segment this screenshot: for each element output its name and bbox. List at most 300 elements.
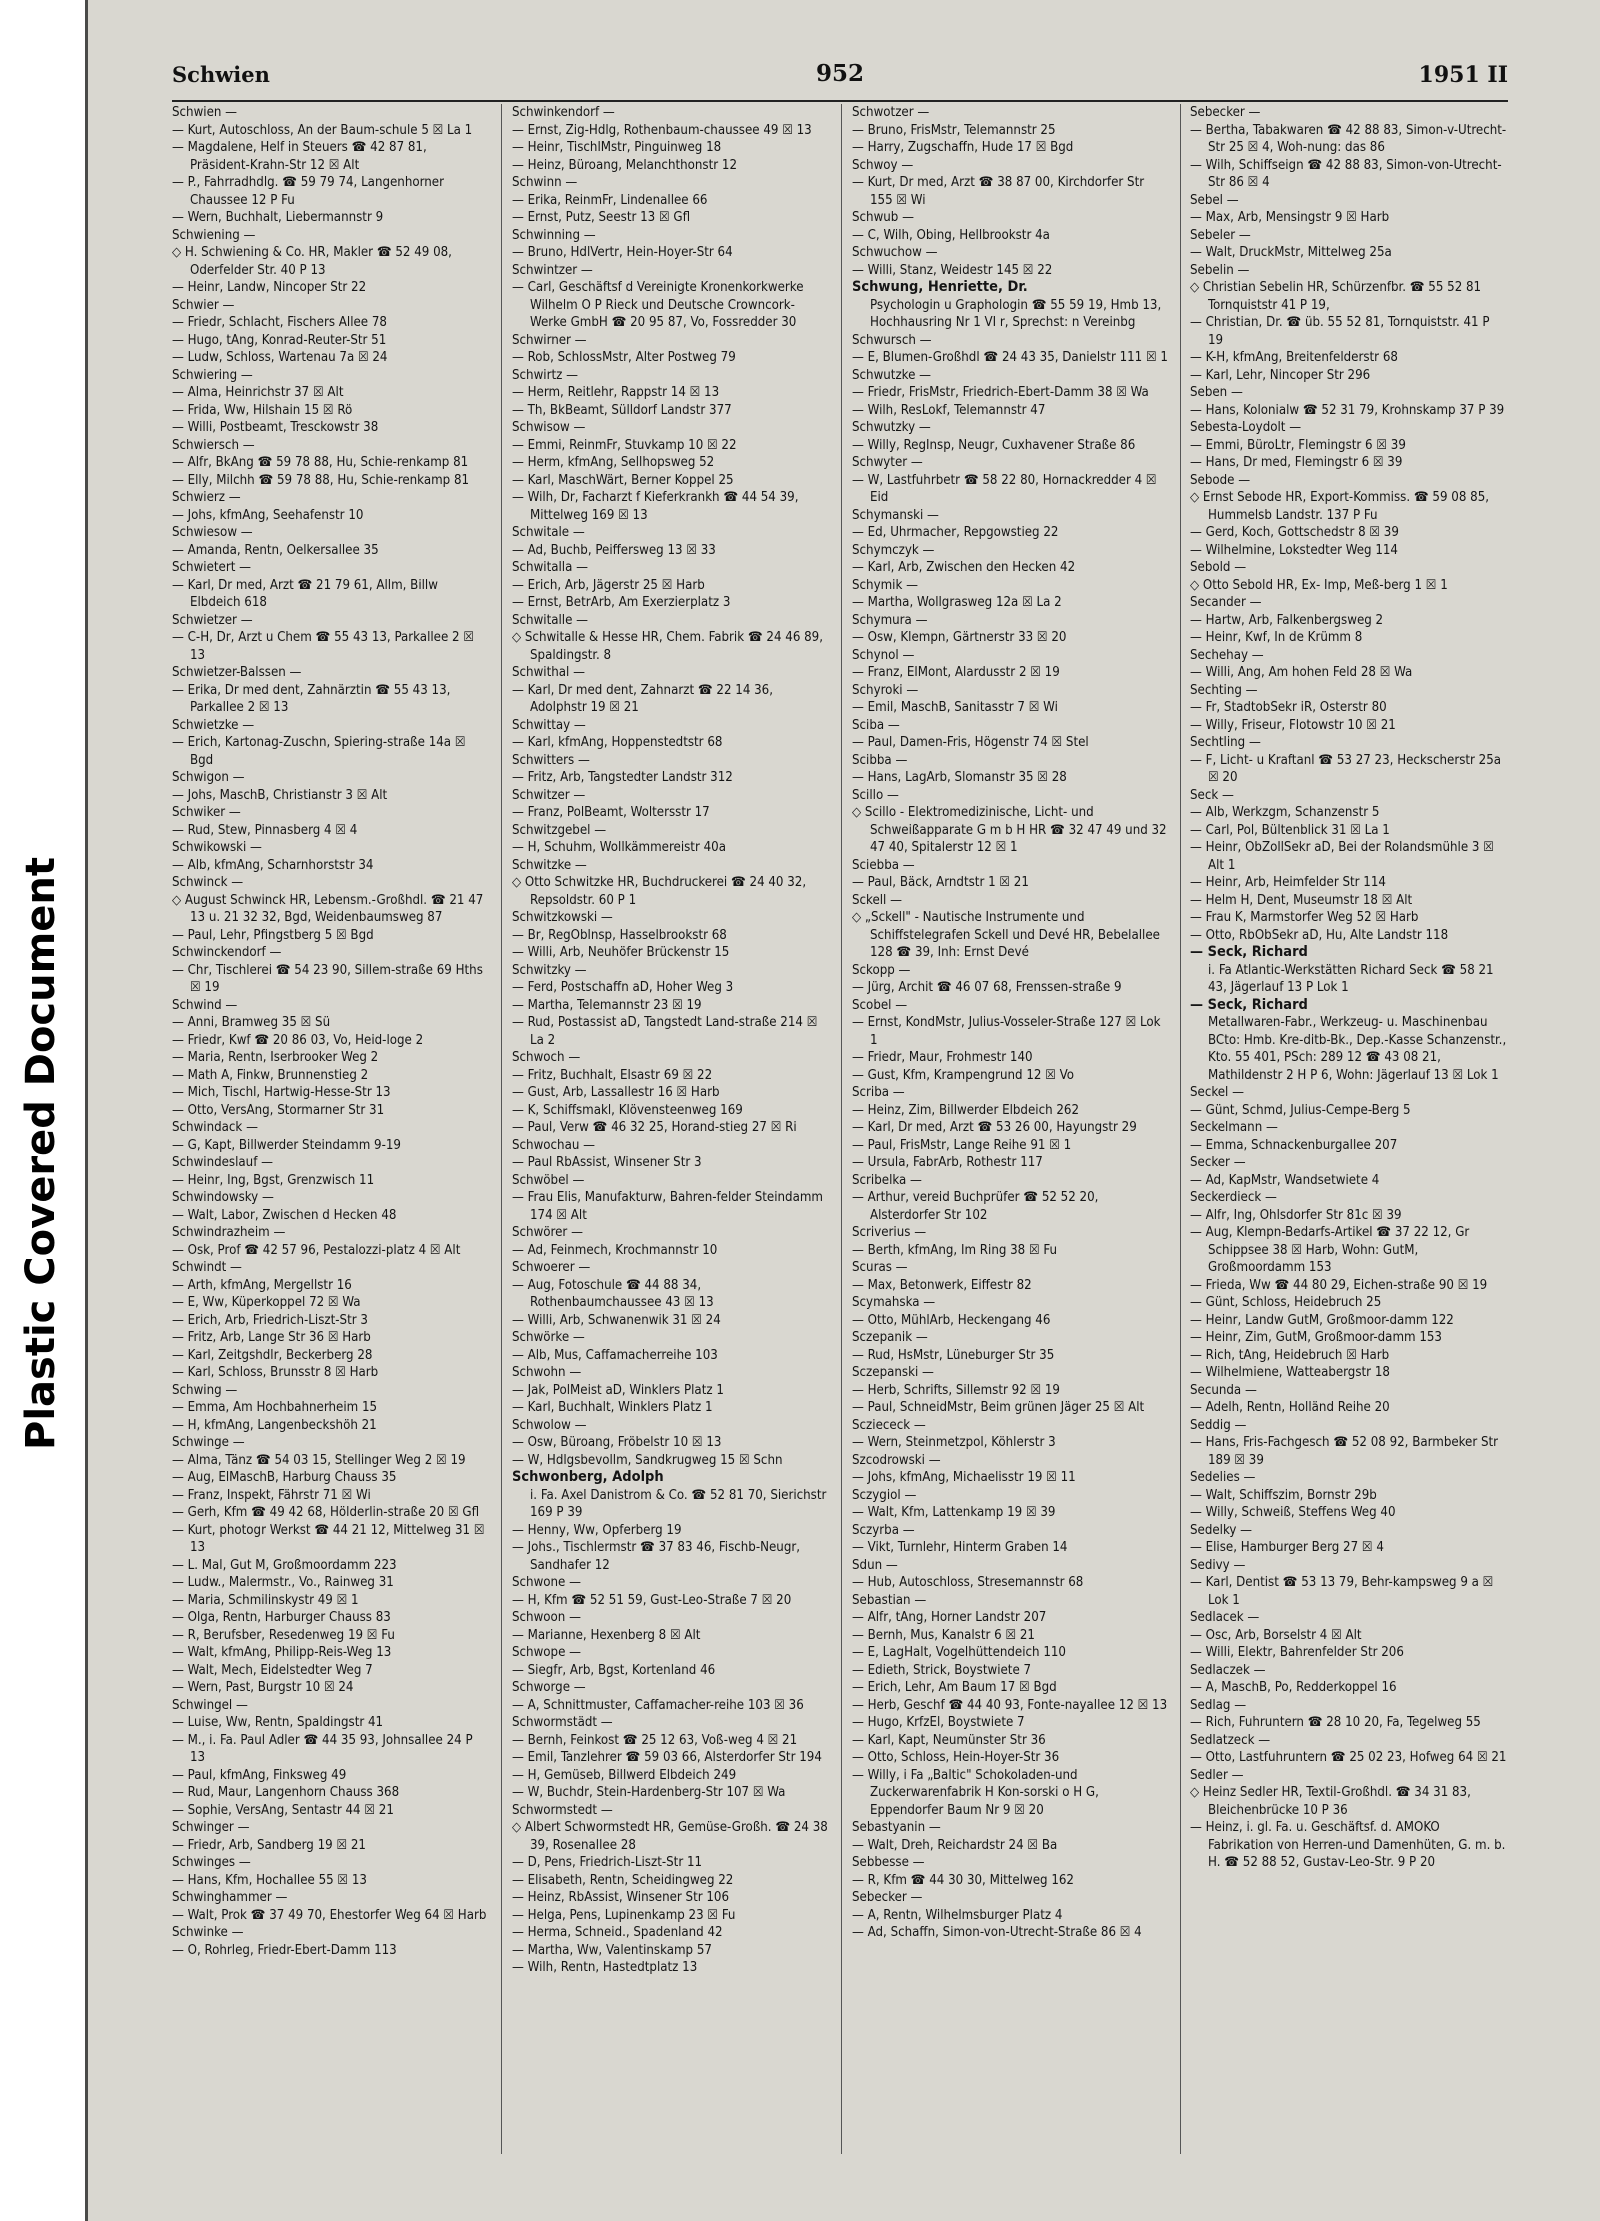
directory-entry: Schwittay — (512, 717, 586, 733)
directory-entry: — Wilh, Dr, Facharzt f Kieferkrankh ☎ 44 54 39, Mittelweg 169 ☒ 13 (512, 490, 799, 523)
directory-entry: — H, Kfm ☎ 52 51 59, Gust-Leo-Straße 7 ☒ 20 (512, 1592, 792, 1608)
directory-entry: Scymahska — (852, 1295, 936, 1310)
directory-entry: — Adelh, Rentn, Holländ Reihe 20 (1190, 1400, 1390, 1415)
directory-entry: — Paul, FrisMstr, Lange Reihe 91 ☒ 1 (852, 1137, 1072, 1153)
directory-entry: — Otto, VersAng, Stormarner Str 31 (172, 1102, 385, 1118)
directory-entry: Schwitzer — (512, 787, 586, 803)
directory-entry: Schwien — (172, 105, 238, 120)
directory-entry: — Fritz, Arb, Lange Str 36 ☒ Harb (172, 1330, 371, 1345)
directory-entry: — Heinr, ObZollSekr aD, Bei der Rolandsmühle 3 ☒ Alt 1 (1190, 840, 1494, 873)
directory-entry: — Wern, Buchhalt, Liebermannstr 9 (172, 210, 384, 225)
directory-entry: — Ad, Buchb, Peiffersweg 13 ☒ 33 (512, 542, 716, 558)
directory-entry: — Rud, Postassist aD, Tangstedt Land-straße 214 ☒ La 2 (512, 1015, 818, 1048)
directory-entry: — Maria, Schmilinskystr 49 ☒ 1 (172, 1592, 359, 1608)
directory-entry: — Max, Arb, Mensingstr 9 ☒ Harb (1190, 210, 1390, 225)
directory-entry: — Seck, Richard (1190, 944, 1308, 960)
directory-entry: — Osc, Arb, Borselstr 4 ☒ Alt (1190, 1627, 1362, 1643)
directory-entry: — A, Rentn, Wilhelmsburger Platz 4 (852, 1907, 1063, 1923)
directory-entry: — Walt, Kfm, Lattenkamp 19 ☒ 39 (852, 1505, 1056, 1520)
directory-entry: Schwitale — (512, 525, 585, 540)
directory-entry: Schwitzkowski — (512, 910, 613, 925)
directory-entry: Schwonberg, Adolph (512, 1469, 664, 1485)
directory-entry: — Jürg, Archit ☎ 46 07 68, Frenssen-straße 9 (852, 980, 1122, 995)
directory-entry: Schwinges — (172, 1855, 251, 1870)
directory-entry: — Hub, Autoschloss, Stresemannstr 68 (852, 1575, 1084, 1590)
directory-entry: — Hugo, tAng, Konrad-Reuter-Str 51 (172, 332, 387, 348)
directory-entry: — Hartw, Arb, Falkenbergsweg 2 (1190, 612, 1384, 628)
directory-entry: Szcodrowski — (852, 1452, 941, 1468)
directory-entry: ◇ August Schwinck HR, Lebensm.-Großhdl. ☎ 21 47 13 u. 21 32 32, Bgd, Weidenbaumsweg 87 (172, 892, 484, 925)
directory-entry: Schwietzer-Balssen — (172, 665, 302, 680)
directory-entry: Sechehay — (1190, 647, 1264, 663)
directory-entry: — Walt, Schiffszim, Bornstr 29b (1190, 1487, 1377, 1503)
directory-entry: — A, Schnittmuster, Caffamacher-reihe 103 ☒ 36 (512, 1697, 804, 1713)
directory-entry: — Willy, i Fa „Baltic" Schokoladen-und Zuckerwarenfabrik H Kon-sorski o H G, Eppendorfer Baum Nr 9 ☒ 20 (852, 1767, 1099, 1818)
directory-entry: — Willi, Ang, Am hohen Feld 28 ☒ Wa (1190, 665, 1413, 680)
directory-entry: — Hans, Kfm, Hochallee 55 ☒ 13 (172, 1872, 367, 1888)
directory-entry: ◇ Ernst Sebode HR, Export-Kommiss. ☎ 59 08 85, Hummelsb Landstr. 137 P Fu (1190, 490, 1490, 523)
directory-entry: Schwutzky — (852, 420, 931, 435)
directory-entry: — Heinz, Zim, Billwerder Elbdeich 262 (852, 1102, 1080, 1118)
directory-entry: — Karl, Dr med, Arzt ☎ 21 79 61, Allm, Billw Elbdeich 618 (172, 577, 438, 610)
directory-entry: Sckell — (852, 892, 902, 908)
directory-entry: — Otto, MühlArb, Heckengang 46 (852, 1312, 1051, 1328)
directory-entry: ◇ H. Schwiening & Co. HR, Makler ☎ 52 49 08, Oderfelder Str. 40 P 13 (172, 245, 452, 278)
directory-entry: — Emil, Tanzlehrer ☎ 59 03 66, Alsterdorfer Str 194 (512, 1750, 822, 1765)
directory-entry: — C, Wilh, Obing, Hellbrookstr 4a (852, 227, 1050, 243)
directory-entry: — Erich, Kartonag-Zuschn, Spiering-straße 14a ☒ Bgd (172, 735, 466, 768)
directory-entry: — Karl, MaschWärt, Berner Koppel 25 (512, 472, 734, 488)
directory-entry: Schwitzke — (512, 857, 587, 873)
directory-entry: — Br, RegOblnsp, Hasselbrookstr 68 (512, 927, 727, 943)
directory-entry: Schwöbel — (512, 1172, 585, 1188)
directory-entry: — H, Schuhm, Wollkämmereistr 40a (512, 840, 726, 855)
directory-entry: Schwoerer — (512, 1260, 591, 1275)
directory-entry: — Emmi, BüroLtr, Flemingstr 6 ☒ 39 (1190, 437, 1406, 453)
plastic-covered-label: Plastic Covered Document (18, 856, 64, 1450)
directory-entry: Schynol — (852, 647, 915, 663)
directory-entry: ◇ „Sckell" - Nautische Instrumente und Schiffstelegrafen Sckell und Devé HR, Bebelallee 128 ☎ 39, Inh: Ernst Devé (852, 910, 1160, 960)
directory-entry: Scriba — (852, 1085, 905, 1100)
directory-entry: Sebecker — (852, 1890, 923, 1905)
directory-entry: — Harry, Zugschaffn, Hude 17 ☒ Bgd (852, 140, 1074, 155)
directory-entry: — Wilhelmine, Lokstedter Weg 114 (1190, 542, 1398, 558)
directory-entry: — Paul, SchneidMstr, Beim grünen Jäger 25 ☒ Alt (852, 1400, 1145, 1415)
directory-entry: — Carl, Pol, Bültenblick 31 ☒ La 1 (1190, 822, 1390, 838)
directory-entry: Schwoch — (512, 1050, 581, 1065)
directory-entry: — Ferd, Postschaffn aD, Hoher Weg 3 (512, 980, 734, 995)
directory-entry: Sedlatzeck — (1190, 1732, 1271, 1748)
directory-entry: — Karl, Schloss, Brunsstr 8 ☒ Harb (172, 1365, 379, 1380)
directory-entry: — Jak, PolMeist aD, Winklers Platz 1 (512, 1382, 724, 1398)
directory-entry: — Karl, Dr med, Arzt ☎ 53 26 00, Hayungstr 29 (852, 1120, 1137, 1135)
directory-entry: Sebesta-Loydolt — (1190, 420, 1302, 435)
directory-entry: — R, Kfm ☎ 44 30 30, Mittelweg 162 (852, 1872, 1074, 1888)
directory-column-1 (172, 104, 490, 2164)
directory-entry: — Paul RbAssist, Winsener Str 3 (512, 1155, 702, 1170)
directory-entry: — Bruno, FrisMstr, Telemannstr 25 (852, 122, 1056, 138)
directory-entry: — Helga, Pens, Lupinenkamp 23 ☒ Fu (512, 1907, 736, 1923)
directory-entry: — Alb, Werkzgm, Schanzenstr 5 (1190, 805, 1380, 820)
directory-entry: — Bruno, HdlVertr, Hein-Hoyer-Str 64 (512, 245, 733, 260)
directory-entry: — Christian, Dr. ☎ üb. 55 52 81, Tornquiststr. 41 P 19 (1190, 315, 1490, 348)
directory-entry: — Wilh, Schiffseign ☎ 42 88 83, Simon-von-Utrecht-Str 86 ☒ 4 (1190, 157, 1502, 190)
directory-entry: Scibba — (852, 752, 908, 768)
directory-entry: — Herma, Schneid., Spadenland 42 (512, 1925, 723, 1940)
directory-entry: — Hans, LagArb, Slomanstr 35 ☒ 28 (852, 770, 1067, 785)
directory-entry: Sckopp — (852, 962, 911, 978)
directory-entry: Schwikowski — (172, 840, 262, 855)
directory-entry: — Alfr, tAng, Horner Landstr 207 (852, 1610, 1047, 1625)
directory-entry: — Siegfr, Arb, Bgst, Kortenland 46 (512, 1662, 716, 1678)
directory-entry: — Rich, Fuhruntern ☎ 28 10 20, Fa, Tegelweg 55 (1190, 1715, 1481, 1730)
directory-entry: — Bernh, Mus, Kanalstr 6 ☒ 21 (852, 1627, 1035, 1643)
directory-entry: Schwoy — (852, 157, 914, 173)
directory-entry: Schwier — (172, 297, 235, 313)
directory-entry: Schwisow — (512, 420, 586, 435)
directory-entry: Sebeler — (1190, 227, 1251, 243)
directory-entry: Schwyter — (852, 455, 923, 470)
directory-entry: — Rud, HsMstr, Lüneburger Str 35 (852, 1347, 1055, 1363)
directory-entry: Sechting — (1190, 682, 1258, 698)
directory-entry: — Franz, PolBeamt, Woltersstr 17 (512, 805, 710, 820)
directory-entry: Secunda — (1190, 1382, 1257, 1398)
directory-entry: — Wern, Steinmetzpol, Köhlerstr 3 (852, 1435, 1056, 1450)
directory-entry: — Maria, Rentn, Iserbrooker Weg 2 (172, 1050, 379, 1065)
directory-entry: — Friedr, Maur, Frohmestr 140 (852, 1050, 1033, 1065)
directory-entry: — Heinr, Landw, Nincoper Str 22 (172, 280, 367, 295)
directory-entry: — Ernst, BetrArb, Am Exerzierplatz 3 (512, 595, 731, 610)
column-divider (841, 104, 842, 2154)
directory-entry: — Herb, Schrifts, Sillemstr 92 ☒ 19 (852, 1382, 1060, 1398)
directory-entry: — Willy, Schweiß, Steffens Weg 40 (1190, 1505, 1396, 1520)
directory-entry: Schwierz — (172, 490, 241, 505)
directory-entry: Sczygiol — (852, 1487, 917, 1503)
directory-entry: — Elise, Hamburger Berg 27 ☒ 4 (1190, 1540, 1384, 1555)
directory-entry: — Willy, Friseur, Flotowstr 10 ☒ 21 (1190, 717, 1396, 733)
directory-entry: Sedlaczek — (1190, 1662, 1266, 1678)
directory-entry: — Henny, Ww, Opferberg 19 (512, 1522, 682, 1538)
directory-entry: — Vikt, Turnlehr, Hinterm Graben 14 (852, 1540, 1068, 1555)
directory-entry: — Ursula, FabrArb, Rothestr 117 (852, 1155, 1043, 1170)
directory-entry: Sebode — (1190, 472, 1251, 488)
directory-entry: Sedivy — (1190, 1557, 1246, 1573)
directory-entry: Schwinkendorf — (512, 105, 615, 120)
directory-entry: — Alfr, Ing, Ohlsdorfer Str 81c ☒ 39 (1190, 1207, 1402, 1223)
directory-entry: — Heinr, Arb, Heimfelder Str 114 (1190, 875, 1386, 890)
directory-entry: — Math A, Finkw, Brunnenstieg 2 (172, 1067, 369, 1083)
directory-entry: — Frau K, Marmstorfer Weg 52 ☒ Harb (1190, 910, 1419, 925)
directory-entry: Sedlag — (1190, 1697, 1247, 1713)
directory-entry: Schwind — (172, 997, 238, 1013)
directory-entry: Schwiker — (172, 805, 241, 820)
directory-entry: — C-H, Dr, Arzt u Chem ☎ 55 43 13, Parkallee 2 ☒ 13 (172, 630, 474, 663)
directory-entry: — Alb, kfmAng, Scharnhorststr 34 (172, 857, 374, 873)
directory-entry: Schwindack — (172, 1120, 258, 1135)
directory-entry: — Erika, ReinmFr, Lindenallee 66 (512, 192, 708, 208)
directory-entry: — Magdalene, Helf in Steuers ☎ 42 87 81, Präsident-Krahn-Str 12 ☒ Alt (172, 140, 427, 173)
directory-entry: — Luise, Ww, Rentn, Spaldingstr 41 (172, 1715, 384, 1730)
directory-entry: Sdun — (852, 1557, 898, 1573)
directory-entry: Schwub — (852, 210, 914, 225)
directory-entry: — H, Gemüseb, Billwerd Elbdeich 249 (512, 1767, 737, 1783)
directory-entry: — Karl, Zeitgshdlr, Beckerberg 28 (172, 1347, 373, 1363)
directory-entry: — Alfr, BkAng ☎ 59 78 88, Hu, Schie-renkamp 81 (172, 455, 469, 470)
directory-entry: — Sophie, VersAng, Sentastr 44 ☒ 21 (172, 1802, 394, 1818)
directory-entry: — Alma, Tänz ☎ 54 03 15, Stellinger Weg 2 ☒ 19 (172, 1452, 466, 1468)
directory-columns (172, 104, 1508, 2164)
directory-entry: ◇ Christian Sebelin HR, Schürzenfbr. ☎ 55 52 81 Tornquiststr 41 P 19, (1190, 280, 1482, 313)
directory-entry: — Willi, Arb, Neuhöfer Brückenstr 15 (512, 945, 730, 960)
directory-entry: — Rud, Maur, Langenhorn Chauss 368 (172, 1785, 400, 1800)
directory-entry: — Edieth, Strick, Boystwiete 7 (852, 1662, 1032, 1678)
directory-entry: — Elisabeth, Rentn, Scheidingweg 22 (512, 1872, 734, 1888)
directory-entry: — Otto, Schloss, Hein-Hoyer-Str 36 (852, 1750, 1060, 1765)
directory-entry: — Ernst, Putz, Seestr 13 ☒ Gfl (512, 210, 691, 225)
directory-entry: Schwindrazheim — (172, 1225, 286, 1240)
directory-entry: Schwotzer — (852, 105, 930, 120)
directory-entry: — Franz, Inspekt, Fährstr 71 ☒ Wi (172, 1487, 371, 1503)
directory-entry: — Frida, Ww, Hilshain 15 ☒ Rö (172, 402, 353, 418)
directory-entry: — Hans, Fris-Fachgesch ☎ 52 08 92, Barmbeker Str 189 ☒ 39 (1190, 1435, 1499, 1468)
directory-entry: Schwindt — (172, 1260, 242, 1275)
directory-entry: — Franz, ElMont, Alardusstr 2 ☒ 19 (852, 665, 1060, 680)
directory-entry: Sedlacek — (1190, 1610, 1260, 1625)
directory-entry: — Herb, Geschf ☎ 44 40 93, Fonte-nayallee 12 ☒ 13 (852, 1697, 1168, 1713)
directory-entry: — Aug, Klempn-Bedarfs-Artikel ☎ 37 22 12, Gr Schippsee 38 ☒ Harb, Wohn: GutM, Großmoordamm 153 (1190, 1225, 1470, 1275)
directory-entry: — Mich, Tischl, Hartwig-Hesse-Str 13 (172, 1085, 391, 1100)
directory-entry: — Emmi, ReinmFr, Stuvkamp 10 ☒ 22 (512, 437, 737, 453)
directory-entry: — Fr, StadtobSekr iR, Osterstr 80 (1190, 700, 1387, 715)
directory-entry: — Berth, kfmAng, Im Ring 38 ☒ Fu (852, 1242, 1058, 1258)
directory-entry: ◇ Albert Schwormstedt HR, Gemüse-Großh. ☎ 24 38 39, Rosenallee 28 (512, 1820, 828, 1853)
directory-entry: — Aug, Fotoschule ☎ 44 88 34, Rothenbaumchaussee 43 ☒ 13 (512, 1277, 714, 1310)
directory-entry: Schwohn — (512, 1365, 582, 1380)
directory-entry: Schworge — (512, 1680, 586, 1695)
directory-entry: Schwolow — (512, 1417, 587, 1433)
directory-entry: — Ludw, Schloss, Wartenau 7a ☒ 24 (172, 350, 388, 365)
directory-entry: Schwitzky — (512, 962, 587, 978)
directory-entry: Schwing — (172, 1382, 238, 1398)
directory-entry: — Hans, Kolonialw ☎ 52 31 79, Krohnskamp 37 P 39 (1190, 402, 1505, 418)
directory-entry: Schwinke — (172, 1925, 244, 1940)
directory-entry: — Martha, Wollgrasweg 12a ☒ La 2 (852, 595, 1062, 610)
directory-entry: Schwope — (512, 1645, 582, 1660)
year-volume: 1951 II (1418, 62, 1508, 88)
directory-entry: — F, Licht- u Kraftanl ☎ 53 27 23, Heckscherstr 25a ☒ 20 (1190, 752, 1502, 785)
directory-column-4 (1190, 104, 1508, 2164)
directory-entry: — Otto, RbObSekr aD, Hu, Alte Landstr 118 (1190, 927, 1449, 943)
directory-entry: Schwietzer — (172, 612, 253, 628)
directory-entry: — Anni, Bramweg 35 ☒ Sü (172, 1015, 331, 1030)
directory-entry: ◇ Heinz Sedler HR, Textil-Großhdl. ☎ 34 31 83, Bleichenbrücke 10 P 36 (1190, 1785, 1471, 1818)
directory-entry: Schwinger — (172, 1820, 250, 1835)
directory-entry: — Ad, Schaffn, Simon-von-Utrecht-Straße 86 ☒ 4 (852, 1925, 1142, 1940)
directory-entry: Schwiering — (172, 367, 253, 383)
directory-entry: — Frieda, Ww ☎ 44 80 29, Eichen-straße 90 ☒ 19 (1190, 1277, 1488, 1293)
directory-entry: Secker — (1190, 1155, 1246, 1170)
directory-entry: Schwiening — (172, 227, 256, 243)
plastic-cover-sidebar (0, 0, 85, 2221)
directory-entry: — Walt, DruckMstr, Mittelweg 25a (1190, 245, 1392, 260)
directory-entry: — Gerh, Kfm ☎ 49 42 68, Hölderlin-straße 20 ☒ Gfl (172, 1505, 480, 1520)
directory-entry: — Kurt, Dr med, Arzt ☎ 38 87 00, Kirchdorfer Str 155 ☒ Wi (852, 175, 1145, 208)
directory-entry: — Karl, Dentist ☎ 53 13 79, Behr-kampsweg 9 a ☒ Lok 1 (1190, 1575, 1494, 1608)
directory-entry: Schwigon — (172, 770, 245, 785)
directory-entry: Schwirtz — (512, 367, 578, 383)
directory-entry: — Arth, kfmAng, Mergellstr 16 (172, 1277, 352, 1293)
directory-entry: Schwindeslauf — (172, 1155, 274, 1170)
directory-column-2 (512, 104, 830, 2164)
directory-entry: — E, LagHalt, Vogelhüttendeich 110 (852, 1645, 1066, 1660)
directory-entry: — L. Mal, Gut M, Großmoordamm 223 (172, 1557, 397, 1573)
directory-entry: — D, Pens, Friedrich-Liszt-Str 11 (512, 1855, 703, 1870)
directory-entry: — Elly, Milchh ☎ 59 78 88, Hu, Schie-renkamp 81 (172, 472, 470, 488)
directory-entry: Seckelmann — (1190, 1120, 1278, 1135)
directory-entry: — Johs, kfmAng, Michaelisstr 19 ☒ 11 (852, 1470, 1076, 1485)
directory-entry: — Rich, tAng, Heidebruch ☒ Harb (1190, 1347, 1390, 1363)
directory-entry: — Karl, Kapt, Neumünster Str 36 (852, 1732, 1046, 1748)
directory-entry: — Rob, SchlossMstr, Alter Postweg 79 (512, 350, 736, 365)
directory-entry: Schwochau — (512, 1137, 596, 1153)
directory-entry: Schwung, Henriette, Dr. (852, 279, 1028, 295)
directory-entry: — Walt, kfmAng, Philipp-Reis-Weg 13 (172, 1645, 392, 1660)
directory-entry: Sczyrba — (852, 1522, 915, 1538)
directory-entry: Psychologin u Graphologin ☎ 55 59 19, Hmb 13, Hochhausring Nr 1 VI r, Sprechst: n Vereinbg (870, 297, 1162, 330)
directory-entry: — Bertha, Tabakwaren ☎ 42 88 83, Simon-v-Utrecht-Str 25 ☒ 4, Woh-nung: das 86 (1190, 122, 1507, 155)
directory-entry: — Hans, Dr med, Flemingstr 6 ☒ 39 (1190, 455, 1403, 470)
directory-entry: — Carl, Geschäftsf d Vereinigte Kronenkorkwerke Wilhelm O P Rieck und Deutsche Crowncork-Werke GmbH ☎ 20 95 87, Vo, Fossredder 30 (512, 280, 804, 330)
directory-entry: — Osw, Büroang, Fröbelstr 10 ☒ 13 (512, 1435, 722, 1450)
directory-entry: — Erich, Arb, Friedrich-Liszt-Str 3 (172, 1312, 368, 1328)
directory-entry: — Martha, Telemannstr 23 ☒ 19 (512, 997, 702, 1013)
directory-entry: — Karl, Dr med dent, Zahnarzt ☎ 22 14 36, Adolphstr 19 ☒ 21 (512, 682, 773, 715)
directory-entry: — Emma, Schnackenburgallee 207 (1190, 1137, 1398, 1153)
directory-entry: — Willi, Postbeamt, Tresckowstr 38 (172, 420, 379, 435)
directory-entry: — Chr, Tischlerei ☎ 54 23 90, Sillem-straße 69 Hths ☒ 19 (172, 962, 483, 995)
directory-entry: Schwintzer — (512, 262, 593, 278)
directory-entry: ◇ Schwitalle & Hesse HR, Chem. Fabrik ☎ 24 46 89, Spaldingstr. 8 (512, 630, 823, 663)
directory-entry: — Max, Betonwerk, Eiffestr 82 (852, 1277, 1032, 1293)
directory-entry: — Karl, Lehr, Nincoper Str 296 (1190, 367, 1371, 383)
directory-entry: Sedler — (1190, 1767, 1244, 1783)
directory-entry: Sebbesse — (852, 1855, 925, 1870)
directory-entry: — Karl, Buchhalt, Winklers Platz 1 (512, 1400, 713, 1415)
directory-entry: — Otto, Lastfuhruntern ☎ 25 02 23, Hofweg 64 ☒ 21 (1190, 1750, 1507, 1765)
directory-entry: Schwormstedt — (512, 1802, 613, 1818)
directory-entry: — Aug, ElMaschB, Harburg Chauss 35 (172, 1470, 397, 1485)
directory-entry: Sebelin — (1190, 262, 1250, 278)
directory-entry: — Kurt, Autoschloss, An der Baum-schule 5 ☒ La 1 (172, 122, 473, 138)
directory-entry: Scziececk — (852, 1417, 926, 1433)
directory-entry: — Günt, Schmd, Julius-Cempe-Berg 5 (1190, 1102, 1411, 1118)
directory-entry: Schwinck — (172, 875, 244, 890)
directory-entry: Schwietzke — (172, 717, 255, 733)
directory-entry: Schwörer — (512, 1225, 583, 1240)
directory-entry: Schwinge — (172, 1435, 245, 1450)
directory-entry: — Arthur, vereid Buchprüfer ☎ 52 52 20, Alsterdorfer Str 102 (852, 1190, 1099, 1223)
directory-entry: — Paul, kfmAng, Finksweg 49 (172, 1767, 347, 1783)
directory-entry: — Paul, Verw ☎ 46 32 25, Horand-stieg 27 ☒ Ri (512, 1120, 797, 1135)
directory-entry: Seckerdieck — (1190, 1190, 1277, 1205)
directory-entry: Schyroki — (852, 682, 919, 698)
directory-entry: i. Fa. Axel Danistrom & Co. ☎ 52 81 70, Sierichstr 169 P 39 (530, 1487, 827, 1520)
directory-entry: Seddig — (1190, 1417, 1247, 1433)
directory-entry: i. Fa Atlantic-Werkstätten Richard Seck ☎ 58 21 43, Jägerlauf 13 P Lok 1 (1208, 962, 1494, 995)
directory-entry: — Heinz, RbAssist, Winsener Str 106 (512, 1890, 730, 1905)
directory-entry: Seck — (1190, 787, 1234, 803)
directory-entry: Schymczyk — (852, 542, 935, 558)
directory-entry: ◇ Otto Sebold HR, Ex- Imp, Meß-berg 1 ☒ 1 (1190, 577, 1448, 593)
directory-entry: Schwitalla — (512, 560, 588, 575)
directory-entry: Schwörke — (512, 1330, 585, 1345)
directory-entry: — Heinr, TischlMstr, Pinguinweg 18 (512, 140, 722, 155)
page-number: 952 (815, 60, 864, 87)
directory-entry: — Amanda, Rentn, Oelkersallee 35 (172, 542, 379, 558)
directory-entry: — Martha, Ww, Valentinskamp 57 (512, 1942, 712, 1958)
directory-entry: — Th, BkBeamt, Sülldorf Landstr 377 (512, 402, 732, 418)
directory-entry: — Walt, Dreh, Reichardstr 24 ☒ Ba (852, 1837, 1058, 1853)
directory-entry: — Fritz, Arb, Tangstedter Landstr 312 (512, 770, 733, 785)
directory-entry: — G, Kapt, Billwerder Steindamm 9-19 (172, 1137, 401, 1153)
directory-entry: — Heinz, i. gl. Fa. u. Geschäftsf. d. AMOKO Fabrikation von Herren-und Damenhüten, G. m. b. H. ☎ 52 88 52, Gustav-Leo-Str. 9 P 20 (1190, 1820, 1506, 1870)
directory-entry: Sczepanski — (852, 1365, 934, 1380)
directory-entry: — O, Rohrleg, Friedr-Ebert-Damm 113 (172, 1942, 397, 1958)
directory-entry: — Rud, Stew, Pinnasberg 4 ☒ 4 (172, 822, 358, 838)
directory-entry: — E, Ww, Küperkoppel 72 ☒ Wa (172, 1295, 361, 1310)
directory-entry: — Willi, Stanz, Weidestr 145 ☒ 22 (852, 262, 1053, 278)
directory-entry: — Wilh, ResLokf, Telemannstr 47 (852, 402, 1046, 418)
directory-entry: — W, Buchdr, Stein-Hardenberg-Str 107 ☒ Wa (512, 1785, 786, 1800)
directory-entry: Sebecker — (1190, 105, 1261, 120)
directory-entry: ◇ Scillo - Elektromedizinische, Licht- und Schweißapparate G m b H HR ☎ 32 47 49 und 32 47 40, Spitalerstr 12 ☒ 1 (852, 805, 1167, 855)
directory-entry: ◇ Otto Schwitzke HR, Buchdruckerei ☎ 24 40 32, Repsoldstr. 60 P 1 (512, 875, 807, 908)
directory-entry: Sedelies — (1190, 1470, 1256, 1485)
directory-entry: Scriverius — (852, 1225, 927, 1240)
directory-entry: — H, kfmAng, Langenbeckshöh 21 (172, 1417, 377, 1433)
directory-entry: Schwoon — (512, 1610, 581, 1625)
directory-entry: — P., Fahrradhdlg. ☎ 59 79 74, Langenhorner Chaussee 12 P Fu (172, 175, 444, 208)
directory-entry: Schwirner — (512, 332, 587, 348)
directory-entry: Schwuchow — (852, 245, 938, 260)
directory-entry: — Ernst, Zig-Hdlg, Rothenbaum-chaussee 49 ☒ 13 (512, 122, 812, 138)
directory-entry: Schymik — (852, 577, 918, 593)
directory-entry: Sebold — (1190, 560, 1247, 575)
directory-page (88, 0, 1600, 2221)
directory-entry: — Ed, Uhrmacher, Repgowstieg 22 (852, 525, 1059, 540)
directory-entry: — A, MaschB, Po, Redderkoppel 16 (1190, 1680, 1397, 1695)
directory-entry: — Heinr, Ing, Bgst, Grenzwisch 11 (172, 1172, 375, 1188)
directory-entry: — Johs., Tischlermstr ☎ 37 83 46, Fischb-Neugr, Sandhafer 12 (512, 1540, 800, 1573)
directory-entry: — E, Blumen-Großhdl ☎ 24 43 35, Danielstr 111 ☒ 1 (852, 350, 1168, 365)
directory-entry: — Erich, Lehr, Am Baum 17 ☒ Bgd (852, 1680, 1057, 1695)
directory-entry: — Emil, MaschB, Sanitasstr 7 ☒ Wi (852, 700, 1058, 715)
column-divider (1180, 104, 1181, 2154)
directory-entry: — Kurt, photogr Werkst ☎ 44 21 12, Mittelweg 31 ☒ 13 (172, 1522, 485, 1555)
directory-entry: — Frau Elis, Manufakturw, Bahren-felder Steindamm 174 ☒ Alt (512, 1190, 823, 1223)
directory-entry: — Olga, Rentn, Harburger Chauss 83 (172, 1610, 391, 1625)
directory-entry: — Hugo, KrfzEl, Boystwiete 7 (852, 1715, 1025, 1730)
directory-entry: — Karl, Arb, Zwischen den Hecken 42 (852, 560, 1076, 575)
directory-entry: — Johs, MaschB, Christianstr 3 ☒ Alt (172, 787, 388, 803)
directory-entry: — Wilh, Rentn, Hastedtplatz 13 (512, 1960, 698, 1975)
directory-entry: — Alb, Mus, Caffamacherreihe 103 (512, 1347, 718, 1363)
directory-entry: Sechtling — (1190, 735, 1261, 750)
directory-entry: Seben — (1190, 385, 1243, 400)
directory-entry: Schymura — (852, 612, 928, 628)
directory-entry: Metallwaren-Fabr., Werkzeug- u. Maschinenbau BCto: Hmb. Kre-ditb-Bk., Dep.-Kasse Schanzenstr., Kto. 55 401, PSch: 289 12 ☎ 43 08 21, Mathildenstr 2 H P 6, Wohn: Jägerlauf 13 ☒ Lok 1 (1208, 1015, 1507, 1083)
directory-entry: — Johs, kfmAng, Seehafenstr 10 (172, 507, 364, 523)
